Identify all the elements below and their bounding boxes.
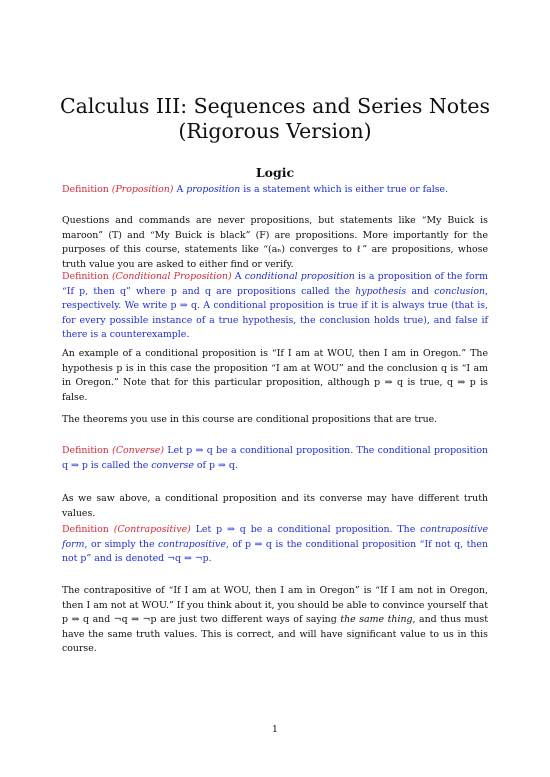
paragraph-4: As we saw above, a conditional proposition and its converse may have different truth values. xyxy=(62,493,488,519)
definition-conditional-proposition: Definition (Conditional Proposition) A conditional proposition is a proposition of the form “If p, then q” where p and q are propositions called the hypothesis and conclusion, respectively. We write p ⇒ q. A conditional proposition is true if it is always true (that is, for every possible instance of a true hypothesis, the conclusion holds true), and false if there is a counterexample. xyxy=(62,271,489,341)
definition-name: (Converse) xyxy=(112,445,165,456)
paragraph-3: The theorems you use in this course are conditional propositions that are true. xyxy=(62,414,438,425)
defined-term: contrapositive xyxy=(158,538,226,550)
definition-label: Definition xyxy=(62,271,109,282)
definition-label: Definition xyxy=(62,524,109,535)
defined-term: conditional proposition xyxy=(244,271,355,282)
defined-term: converse xyxy=(151,459,194,471)
title-line-2: (Rigorous Version) xyxy=(178,119,372,143)
definition-name: (Contrapositive) xyxy=(113,524,191,535)
defined-term: proposition xyxy=(186,184,241,195)
definition-contrapositive: Definition (Contrapositive) Let p ⇒ q be a conditional proposition. The contrapositive form, or simply the contrapositive, of p ⇒ q is the conditional proposition “If not q, then not p” and is denoted ¬q ⇒ ¬p. xyxy=(62,524,488,565)
defined-term: contrapositive form xyxy=(62,524,488,550)
definition-name: (Conditional Proposition) xyxy=(111,271,232,282)
defined-term: conclusion xyxy=(434,285,486,297)
paragraph-5: The contrapositive of “If I am at WOU, then I am in Oregon” is “If I am not in Oregon, then I am not at WOU.” If you think about it, you should be able to convince yourself that p ⇒ q and ¬q ⇒ ¬p are just two different ways of saying the same thing, and thus must have the same truth values. This is correct, and will have significant value to us in this course. xyxy=(62,585,488,655)
defined-term: hypothesis xyxy=(355,285,407,297)
title-line-1: Calculus III: Sequences and Series Notes xyxy=(59,94,491,118)
emphasis: the same thing xyxy=(340,614,413,626)
paragraph-2: An example of a conditional proposition is “If I am at WOU, then I am in Oregon.” The hypothesis p is in this case the proposition “I am at WOU” and the conclusion q is “I am in Oregon.” Note that for this particular proposition, although p ⇒ q is true, q ⇒ p is false. xyxy=(62,348,488,403)
page-number: 1 xyxy=(272,724,278,735)
definition-label: Definition xyxy=(62,445,109,456)
definition-name: (Proposition) xyxy=(111,184,174,195)
paragraph-1: Questions and commands are never propositions, but statements like “My Buick is maroon” (T) and “My Buick is black” (F) are propositions. More importantly for the purposes of this course, statements like “(aₙ) converges to ℓ” are propositions, whose truth value you are asked to either find or verify. xyxy=(62,215,488,270)
definition-label: Definition xyxy=(62,184,109,195)
definition-proposition: Definition (Proposition) A proposition is a statement which is either true or false. xyxy=(62,184,449,195)
document-title xyxy=(0,94,550,144)
section-heading: Logic xyxy=(255,165,295,180)
definition-converse: Definition (Converse) Let p ⇒ q be a conditional proposition. The conditional proposition q ⇒ p is called the converse of p ⇒ q. xyxy=(62,445,489,471)
